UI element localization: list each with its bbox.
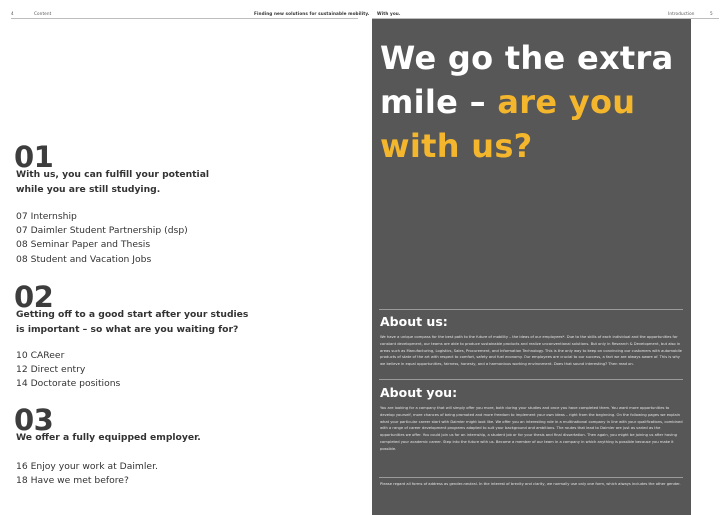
toc-section-number: 01 (14, 140, 54, 174)
toc-item[interactable]: 08 Seminar Paper and Thesis (16, 239, 151, 251)
header-tagline-left: Finding new solutions for sustainable mobility. (254, 11, 370, 16)
toc-section-number: 02 (14, 280, 54, 314)
header-section-right: Introduction (668, 11, 695, 16)
page-number-left: 4 (11, 11, 14, 16)
toc-section-subtitle (16, 430, 201, 445)
about-us-title: About us: (380, 314, 448, 329)
header-section-left: Content (34, 11, 52, 16)
section-divider (379, 477, 683, 478)
about-you-title: About you: (380, 385, 458, 400)
toc-item[interactable]: 14 Doctorate positions (16, 378, 121, 390)
footnote: Please regard all forms of address as gender-neutral. In the interest of brevity and clarity, we normally use only one form, which always includes the other gender. (380, 482, 681, 486)
section-divider (379, 309, 683, 310)
toc-item[interactable]: 08 Student and Vacation Jobs (16, 253, 152, 265)
header-tagline-right: With you. (377, 11, 401, 16)
toc-item[interactable]: 07 Internship (16, 211, 77, 222)
headline-text: mile – (380, 83, 498, 121)
page-number-right: 5 (710, 11, 713, 16)
toc-section-number: 03 (14, 403, 54, 437)
about-us-body: We have a unique compass for the best path to the future of mobility – the ideas of our employees*. Due to the skills of each individual and the opportunities for constant development, our teams are able to produce sustainable products and realize unconventional solutions. But only in Research & Development, but also in areas such as Manufacturing, Logistics, Sales, Procurement, and Information Technology. This is the only way to keep on convincing our customers with automobile products of state of the art with respect to comfort, safety and fuel economy. Our employees are crucial to our success, a fact we are always aware of. This is why we believe in equal opportunities, fairness, honesty, and a harmonious working environment. Does that sound interesting? Then read on. (380, 335, 682, 367)
headline-line (380, 80, 673, 124)
toc-item[interactable]: 10 CAReer (16, 350, 65, 361)
toc-item[interactable]: 07 Daimler Student Partnership (dsp) (16, 225, 188, 237)
header-rule-left (11, 18, 358, 19)
toc-section-subtitle (16, 307, 248, 337)
page-headline (380, 36, 673, 168)
toc-subtitle-line: Getting off to a good start after your studies (16, 309, 249, 320)
toc-subtitle-line: is important – so what are you waiting for? (16, 324, 239, 335)
toc-item[interactable]: 16 Enjoy your work at Daimler. (16, 461, 158, 472)
headline-line: We go the extra (380, 39, 674, 77)
toc-items (16, 460, 158, 488)
headline-accent: are you (497, 83, 636, 121)
toc-items (16, 349, 120, 392)
toc-items (16, 210, 188, 267)
toc-subtitle-line: while you are still studying. (16, 184, 161, 195)
section-divider (379, 379, 683, 380)
toc-item[interactable]: 12 Direct entry (16, 364, 86, 376)
about-you-body: You are looking for a company that will simply offer you more, both during your studies and once you have completed them. You want more opportunities to develop yourself, more chances of being promoted and more freedom to implement your own ideas – right from the beginning. On the following pages we explain what your particular career start with Daimler might look like. We offer you an interesting role in a multinational company in line with your qualifications, combined with a range of career development programs adapted to suit your background and ambitions. The routes that lead to Daimler are just as varied as the opportunities we offer. You could join us for an internship, a student job or for your thesis and final dissertation. Then again, you might be joining us after having completed your academic career. Step into the future with us. Become a member of our team in a company in which anything is possible because you make it possible. (380, 406, 683, 451)
toc-item[interactable]: 18 Have we met before? (16, 475, 129, 487)
toc-section-subtitle (16, 167, 209, 197)
toc-subtitle-line: We offer a fully equipped employer. (16, 432, 201, 443)
toc-subtitle-line: With us, you can fulfill your potential (16, 169, 210, 180)
headline-accent: with us? (380, 127, 533, 165)
